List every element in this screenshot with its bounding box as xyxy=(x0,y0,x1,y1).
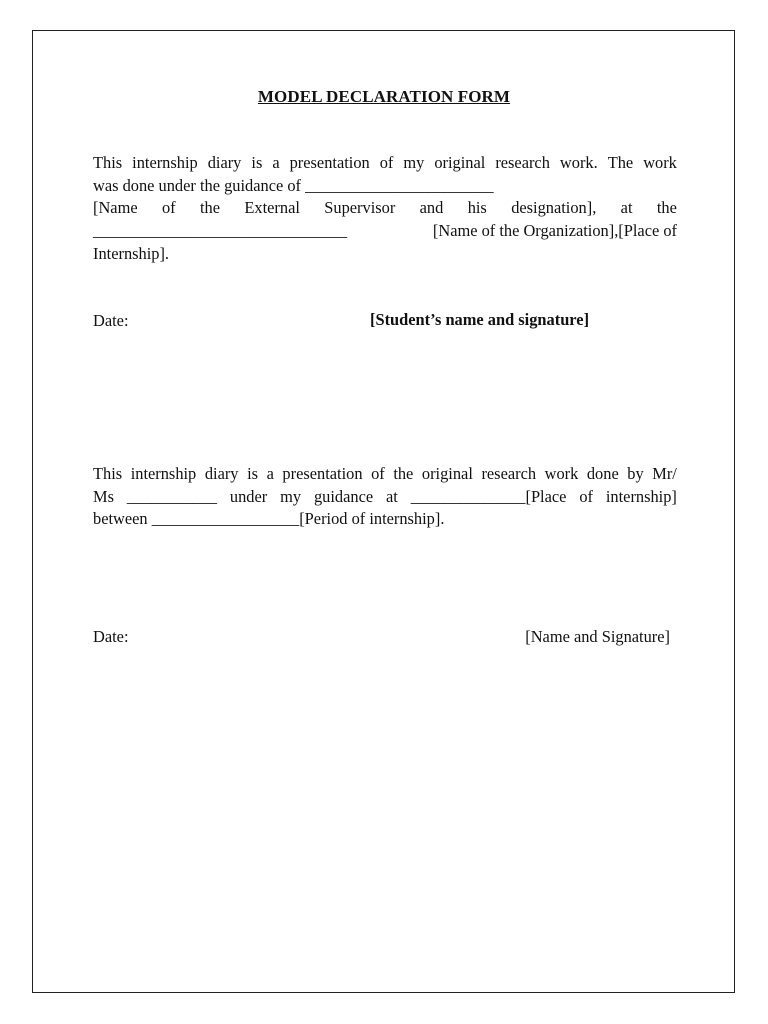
word: of xyxy=(579,486,593,506)
word: guidance xyxy=(313,486,374,506)
word: at xyxy=(386,486,398,506)
word: Mr/ xyxy=(652,464,677,483)
word: research xyxy=(495,153,550,172)
word: work xyxy=(643,153,677,172)
word: at xyxy=(620,198,633,218)
word: presentation xyxy=(289,153,370,172)
form-title: MODEL DECLARATION FORM xyxy=(257,87,511,106)
student-declaration-paragraph xyxy=(93,152,677,266)
word: diary xyxy=(207,153,242,172)
word: original xyxy=(434,153,486,172)
word-group: [Name of the Organization],[Place of xyxy=(432,221,677,241)
word: work. xyxy=(559,153,598,172)
word: original xyxy=(421,464,473,483)
word: a xyxy=(272,153,280,172)
paragraph-line xyxy=(93,463,677,486)
word: of xyxy=(161,198,176,218)
word: internship] xyxy=(605,486,677,506)
word: by xyxy=(627,464,644,483)
paragraph-line: Internship]. xyxy=(93,243,170,263)
paragraph-line xyxy=(93,152,677,175)
word: Ms xyxy=(93,486,114,506)
paragraph-line xyxy=(93,220,677,243)
word: under xyxy=(229,486,268,506)
word: internship xyxy=(130,464,197,483)
supervisor-date-label: Date: xyxy=(93,627,129,646)
word: and xyxy=(419,198,444,218)
word: of xyxy=(371,464,385,483)
word: internship xyxy=(132,153,198,172)
word: the xyxy=(656,198,677,218)
word: my xyxy=(280,486,302,506)
word: Supervisor xyxy=(324,198,396,218)
student-signature-label: [Student’s name and signature] xyxy=(370,310,590,329)
word: research xyxy=(481,464,537,483)
word: his xyxy=(467,198,487,218)
word: designation], xyxy=(511,198,597,218)
paragraph-line xyxy=(93,197,677,220)
word: my xyxy=(403,153,425,172)
word: This xyxy=(93,464,123,483)
word: External xyxy=(244,198,300,218)
word: ______________[Place xyxy=(410,486,567,506)
supervisor-declaration-paragraph xyxy=(93,463,677,531)
word: [Name xyxy=(93,198,138,218)
blank-line: _______________________________ xyxy=(93,221,348,241)
word: diary xyxy=(204,464,239,483)
word: is xyxy=(251,153,263,172)
word: work xyxy=(544,464,579,483)
word: presentation xyxy=(282,464,363,483)
paragraph-line: was done under the guidance of _______________________ xyxy=(93,175,494,195)
word: This xyxy=(93,153,123,172)
paragraph-line xyxy=(93,486,677,509)
word: done xyxy=(586,464,619,483)
word: the xyxy=(393,464,414,483)
paragraph-line: between __________________[Period of internship]. xyxy=(93,509,445,529)
word: a xyxy=(266,464,274,483)
word: the xyxy=(199,198,221,218)
student-date-label: Date: xyxy=(93,311,129,330)
word: is xyxy=(247,464,259,483)
supervisor-signature-label: [Name and Signature] xyxy=(525,627,670,646)
word: of xyxy=(379,153,394,172)
word: The xyxy=(607,153,634,172)
blank-line: ___________ xyxy=(126,486,217,506)
